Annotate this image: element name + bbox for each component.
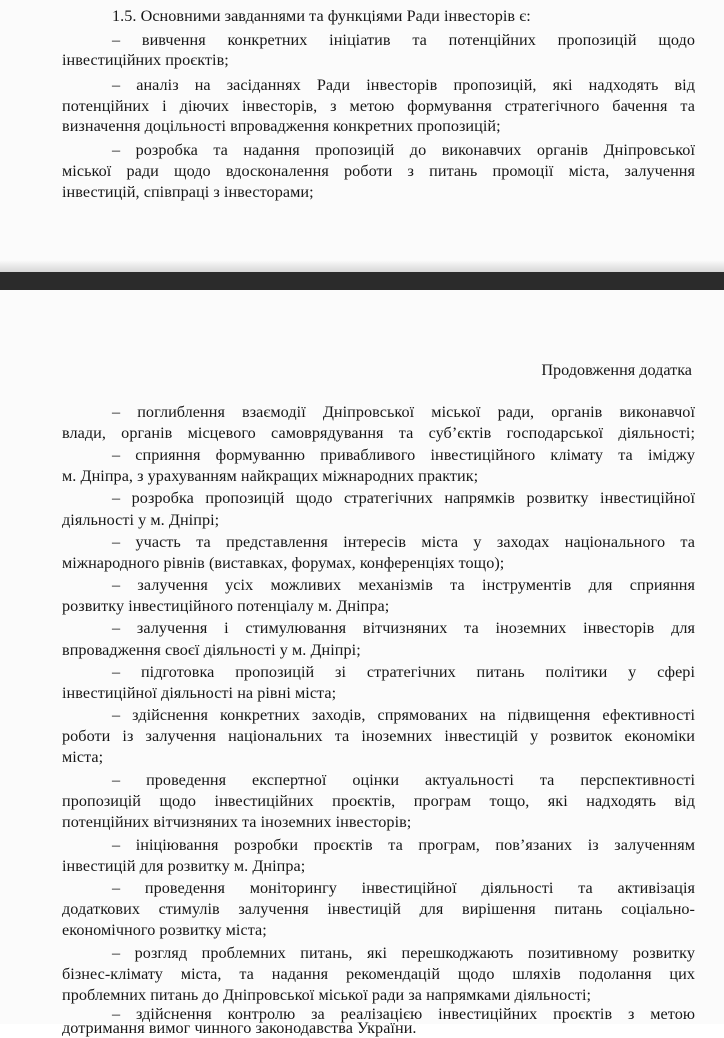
text-line: інвестиційної діяльності на рівні міста; [62,684,337,702]
text-line: – поглиблення взаємодії Дніпровської міської ради, органів виконавчої [112,403,695,421]
text-line: – проведення експертної оцінки актуальності та перспективності [112,771,695,789]
text-line: міжнародного рівнів (виставках, форумах, конференціях тощо); [62,554,505,572]
section-heading: 1.5. Основними завданнями та функціями Ради інвесторів є: [112,7,531,25]
text-line: – участь та представлення інтересів міста у заходах національного та [112,533,695,551]
text-line: роботи із залучення національних та іноземних інвестицій у розвиток економіки [62,727,695,745]
document-page-top [0,0,724,272]
text-line: – сприяння формуванню привабливого інвестиційного клімату та іміджу [112,446,695,464]
text-line: проблемних питань до Дніпровської міської ради за напрямками діяльності; [62,986,592,1004]
text-line: інвестицій для розвитку м. Дніпра; [62,857,306,875]
text-line: дотримання вимог чинного законодавства України. [62,1019,417,1037]
text-line: – здійснення контролю за реалізацією інвестиційних проєктів з метою [112,1005,695,1023]
text-line: – розробка та надання пропозицій до виконавчих органів Дніпровської [112,141,695,159]
text-line: – залучення і стимулювання вітчизняних та іноземних інвесторів для [112,619,695,637]
text-line: пропозицій щодо інвестиційних проєктів, програм тощо, які надходять від [62,792,695,810]
text-line: впровадження своєї діяльності у м. Дніпрі; [62,641,361,659]
text-line: економічного розвитку міста; [62,921,267,939]
text-line: – вивчення конкретних ініціатив та потенційних пропозицій щодо [112,31,695,49]
text-line: – здійснення конкретних заходів, спрямованих на підвищення ефективності [112,706,695,724]
text-line: – підготовка пропозицій зі стратегічних питань політики у сфері [112,663,695,681]
document-page-bottom [0,290,724,1037]
text-line: інвестицій, співпраці з інвесторами; [62,183,314,201]
text-line: діяльності у м. Дніпрі; [62,511,220,529]
text-line: – розробка пропозицій щодо стратегічних напрямків розвитку інвестиційної [112,489,695,507]
text-line: – розгляд проблемних питань, які перешкоджають позитивному розвитку [112,944,695,962]
text-line: – ініціювання розробки проєктів та програм, пов’язаних із залученням [112,836,695,854]
text-line: додаткових стимулів залучення інвестицій для вирішення питань соціально- [62,900,695,918]
text-line: – залучення усіх можливих механізмів та інструментів для сприяння [112,576,695,594]
text-line: м. Дніпра, з урахуванням найкращих міжнародних практик; [62,467,479,485]
text-line: – аналіз на засіданнях Ради інвесторів пропозицій, які надходять від [112,76,695,94]
text-line: влади, органів місцевого самоврядування та суб’єктів господарської діяльності; [62,424,695,442]
text-line: – проведення моніторингу інвестиційної діяльності та активізація [112,879,695,897]
continuation-label: Продовження додатка [541,361,692,379]
text-line: бізнес-клімату міста, та надання рекомендацій щодо шляхів подолання цих [62,965,695,983]
page-separator [0,272,724,290]
page-gap-shadow [0,260,724,272]
text-line: інвестиційних проєктів; [62,51,229,69]
text-line: міста; [62,748,104,766]
text-line: потенційних і діючих інвесторів, з метою формування стратегічного бачення та [62,97,695,115]
text-line: визначення доцільності впровадження конкретних пропозицій; [62,117,501,135]
text-line: міської ради щодо вдосконалення роботи з питань промоції міста, залучення [62,162,695,180]
text-line: розвитку інвестиційного потенціалу м. Дніпра; [62,597,390,615]
text-line: потенційних вітчизняних та іноземних інвесторів; [62,813,412,831]
